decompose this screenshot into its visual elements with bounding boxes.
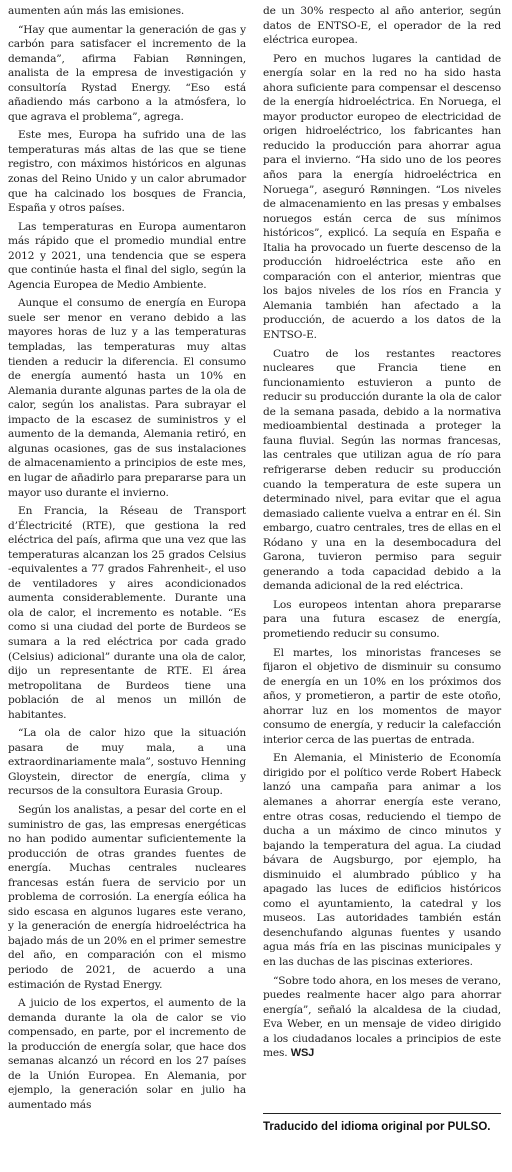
- paragraph: “La ola de calor hizo que la situación pasara de muy mala, a una extraordinariamente mala”, sostuvo Henning Gloystein, director de energía, clima y recursos de la consultora Eurasia Group.: [8, 727, 246, 798]
- last-paragraph: [263, 974, 501, 1061]
- article-column-left: [8, 4, 246, 1116]
- paragraph: Este mes, Europa ha sufrido una de las temperaturas más altas de las que se tiene registro, con máximos históricos en algunas zonas del Reino Unido y un calor abrumador que ha calcinado los bosques de Francia, España y otros países.: [8, 129, 246, 215]
- translation-credit: Traducido del idioma original por PULSO.: [263, 1113, 501, 1134]
- paragraph: Pero en muchos lugares la cantidad de energía solar en la red no ha sido hasta ahora suficiente para compensar el descenso de la energía hidroeléctrica. En Noruega, el mayor productor europeo de electricidad de origen hidroeléctrico, los fabricantes han reducido la producción para ahorrar agua para el invierno. “Ha sido uno de los peores años para la energía hidroeléctrica en Noruega”, aseguró Rønningen. “Los niveles de almacenamiento en las presas y embalses noruegos están cerca de sus mínimos históricos”, explicó. La sequía en España e Italia ha provocado un fuerte descenso de la producción hidroeléctrica este año en comparación con el anterior, mientras que los bajos niveles de los ríos en Francia y Alemania también han afectado a la producción, de acuerdo a los datos de la ENTSO-E.: [263, 52, 501, 342]
- paragraph: En Alemania, el Ministerio de Economía dirigido por el político verde Robert Habeck lanzó una campaña para animar a los alemanes a ahorrar energía este verano, entre otras cosas, reduciendo el tiempo de ducha a un máximo de cinco minutos y bajando la temperatura del agua. La ciudad bávara de Augsburgo, por ejemplo, ha disminuido el alumbrado público y ha apagado las luces de edificios históricos como el ayuntamiento, la catedral y los museos. Las autoridades también están desenchufando algunas fuentes y usando agua más fría en las piscinas municipales y en las duchas de las piscinas exteriores.: [263, 752, 501, 968]
- paragraph: de un 30% respecto al año anterior, según datos de ENTSO-E, el operador de la red eléctrica europea.: [263, 5, 501, 47]
- paragraph: A juicio de los expertos, el aumento de la demanda durante la ola de calor se vio compensado, en parte, por el incremento de la producción de energía solar, que hace dos semanas alcanzó un récord en los 27 países de la Unión Europea. En Alemania, por ejemplo, la generación solar en julio ha aumentado más: [8, 997, 246, 1111]
- paragraph: El martes, los minoristas franceses se fijaron el objetivo de disminuir su consumo de energía en un 10% en los próximos dos años, y prometieron, a partir de este otoño, ahorrar luz en los momentos de mayor consumo de energía, y reducir la calefacción interior cerca de las puertas de entrada.: [263, 646, 501, 746]
- article-column-right: [263, 4, 501, 1065]
- paragraph: Según los analistas, a pesar del corte en el suministro de gas, las empresas energéticas no han podido aumentar suficientemente la producción de otras grandes fuentes de energía. Muchas centrales nucleares francesas están fuera de servicio por un problema de corrosión. La energía eólica ha sido escasa en algunos lugares este verano, y la generación de energía hidroeléctrica ha bajado más de un 20% en el primer semestre del año, en comparación con el mismo periodo de 2021, de acuerdo a una estimación de Rystad Energy.: [8, 803, 246, 991]
- paragraph-text: “Sobre todo ahora, en los meses de verano, puedes realmente hacer algo para ahorrar energía”, señaló la alcaldesa de la ciudad, Eva Weber, en un mensaje de video dirigido a los ciudadanos locales a principios de este mes.: [263, 974, 501, 1060]
- signature: WSJ: [290, 1047, 315, 1060]
- paragraph: En Francia, la Réseau de Transport d’Électricité (RTE), que gestiona la red eléctrica del país, afirma que una vez que las temperaturas alcanzan los 25 grados Celsius -equivalentes a 77 grados Fahrenheit-, el uso de ventiladores y aires acondicionados aumenta considerablemente. Durante una ola de calor, el incremento es notable. “Es como si una ciudad del porte de Burdeos se sumara a la red eléctrica por cada grado (Celsius) adicional” durante una ola de calor, dijo un representante de RTE. El área metropolitana de Burdeos tiene una población de al menos un millón de habitantes.: [8, 505, 246, 721]
- paragraph: Los europeos intentan ahora prepararse para una futura escasez de energía, prometiendo reducir su consumo.: [263, 598, 501, 640]
- paragraph: Aunque el consumo de energía en Europa suele ser menor en verano debido a las mayores horas de luz y a las temperaturas templadas, las temperaturas muy altas tienden a reducir la diferencia. El consumo de energía aumentó hasta un 10% en Alemania durante algunas partes de la ola de calor, según los analistas. Para subrayar el impacto de la escasez de suministros y el aumento de la demanda, Alemania retiró, en algunas ocasiones, gas de sus instalaciones de almacenamiento a principios de este mes, en lugar de añadirlo para prepararse para un mayor uso durante el invierno.: [8, 297, 246, 499]
- paragraph: Las temperaturas en Europa aumentaron más rápido que el promedio mundial entre 2012 y 2021, una tendencia que se espera que continúe hasta el final del siglo, según la Agencia Europea de Medio Ambiente.: [8, 220, 246, 291]
- paragraph: Cuatro de los restantes reactores nucleares que Francia tiene en funcionamiento estuvieron a punto de reducir su producción durante la ola de calor de la semana pasada, debido a la normativa medioambiental destinada a proteger la fauna fluvial. Según las normas francesas, las centrales que utilizan agua de río para refrigerarse deben reducir su producción cuando la temperatura de este supera un determinado nivel, para evitar que el agua demasiado caliente vuelva a entrar en él. Sin embargo, cuatro centrales, tres de ellas en el Ródano y una en la desembocadura del Garona, tuvieron permiso para seguir generando a toda capacidad debido a la demanda adicional de la red eléctrica.: [263, 347, 501, 593]
- paragraph: “Hay que aumentar la generación de gas y carbón para satisfacer el incremento de la demanda”, afirma Fabian Rønningen, analista de la empresa de investigación y consultoría Rystad Energy. “Eso está añadiendo más carbono a la atmósfera, lo que agrava el problema”, agrega.: [8, 23, 246, 123]
- paragraph: aumenten aún más las emisiones.: [8, 5, 185, 17]
